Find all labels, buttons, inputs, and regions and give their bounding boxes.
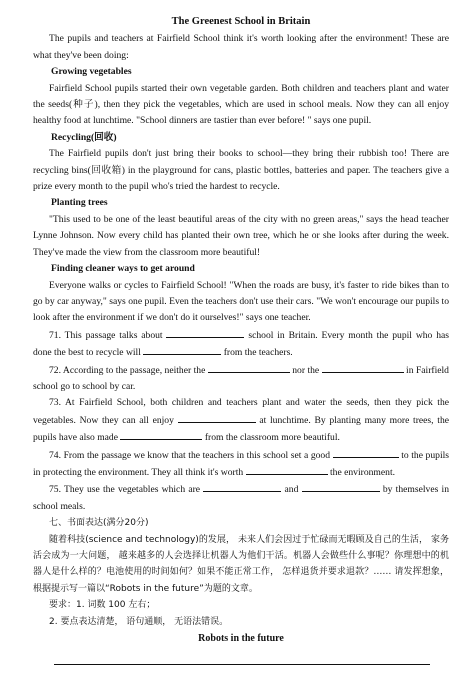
q71-blank-2[interactable] (143, 344, 221, 355)
q74-blank-1[interactable] (333, 447, 399, 458)
question-75 (33, 481, 449, 515)
section-heading-recycling: Recycling(回收) (51, 131, 117, 143)
section-text-growing: Fairfield School pupils started their own vegetable garden. Both children and teachers plant and water the seeds(种子), then they pick the vegetables, which are used in school meals. Now they can all enjoy healthy food at lunchtime. "School dinners are tastier than ever before! " says one pupil. (33, 82, 449, 127)
writing-section-label: 七、书面表达(满分20分) (49, 518, 149, 529)
writing-requirement-2: 2. 要点表达清楚， 语句通顺， 无语法错误。 (49, 616, 229, 627)
q72-text-b: nor the (292, 364, 320, 376)
q73-text-b: at lunchtime. By planting many more trees, the pupils have also made (33, 414, 449, 444)
q73-text-a: 73. At Fairfield School, both children and teachers plant and water the seeds, then they pick the vegetables. Now they can all enjoy (33, 397, 449, 426)
q72-blank-1[interactable] (208, 362, 290, 373)
question-73 (33, 395, 449, 446)
q71-blank-1[interactable] (166, 327, 244, 338)
q71-text-c: from the teachers. (223, 347, 293, 359)
q74-text-c: the environment. (330, 466, 396, 478)
q75-text-c: by themselves in school meals. (33, 484, 449, 512)
q71-text-a: 71. This passage talks about (49, 329, 163, 341)
q73-blank-2[interactable] (120, 429, 202, 440)
question-74 (33, 447, 449, 482)
q75-blank-1[interactable] (203, 481, 281, 492)
q73-blank-1[interactable] (178, 412, 256, 423)
writing-prompt: 随着科技(science and technology)的发展， 未来人们会因过于忙碌而无暇顾及自己的生活， 家务活会成为一大问题， 越来越多的人会选择让机器人为他们干活。机器人会做些什么事呢？你理想中的机器人是什么样的？电池使用的时间如何？如果不能正常工作， 怎样退货并要求退款？…… 请发挥想象， 根据提示写一篇以“Robots in the future”为题的文章。 (33, 534, 449, 594)
section-text-recycling: The Fairfield pupils don't just bring their books to school—they bring their rubbish too! There are recycling bins(回收箱) in the playground for cans, plastic bottles, batteries and paper. The teachers give a prize every month to the pupil who's tried the hardest to recycle. (33, 148, 449, 193)
section-heading-cleaner-ways: Finding cleaner ways to get around (51, 263, 195, 275)
question-71 (33, 327, 449, 362)
q71-text-b: school in Britain. Every month the pupil who has done the best to recycle will (33, 329, 450, 359)
essay-title: Robots in the future (198, 633, 284, 645)
section-text-cleaner-ways: Everyone walks or cycles to Fairfield School! "When the roads are busy, it's faster to ride bikes than to go by car anyway," says one pupil. Even the teachers don't use their cars. "We won't encourage our pupils to look after the environment if we don't do it ourselves!" says one teacher. (33, 279, 449, 324)
q75-text-a: 75. They use the vegetables which are (49, 484, 201, 496)
writing-requirement-1: 要求：1. 词数 100 左右； (49, 600, 156, 611)
q75-text-b: and (284, 484, 299, 496)
q75-blank-2[interactable] (302, 481, 380, 492)
section-heading-growing: Growing vegetables (51, 66, 132, 78)
worksheet (33, 14, 449, 647)
q74-blank-2[interactable] (246, 464, 328, 475)
question-72 (33, 362, 449, 396)
q74-text-b: to the pupils in protecting the environment. They all think it's worth (33, 449, 450, 478)
q72-text-c: in Fairfield school go to school by car. (33, 364, 449, 392)
q72-text-a: 72. According to the passage, neither the (49, 364, 206, 376)
section-heading-planting: Planting trees (51, 197, 108, 209)
q74-text-a: 74. From the passage we know that the teachers in this school set a good (49, 449, 331, 461)
q72-blank-2[interactable] (322, 362, 404, 373)
section-text-planting: "This used to be one of the least beautiful areas of the city with no green areas," says the head teacher Lynne Johnson. Now every child has planted their own tree, which he or she looks after during the week. They've made the view from the classroom more beautiful! (33, 213, 449, 258)
q73-text-c: from the classroom more beautiful. (204, 432, 340, 444)
passage-title: The Greenest School in Britain (171, 16, 311, 27)
answer-line[interactable] (54, 664, 430, 665)
passage-intro: The pupils and teachers at Fairfield School think it's worth looking after the environment! These are what they've been doing: (33, 33, 449, 61)
